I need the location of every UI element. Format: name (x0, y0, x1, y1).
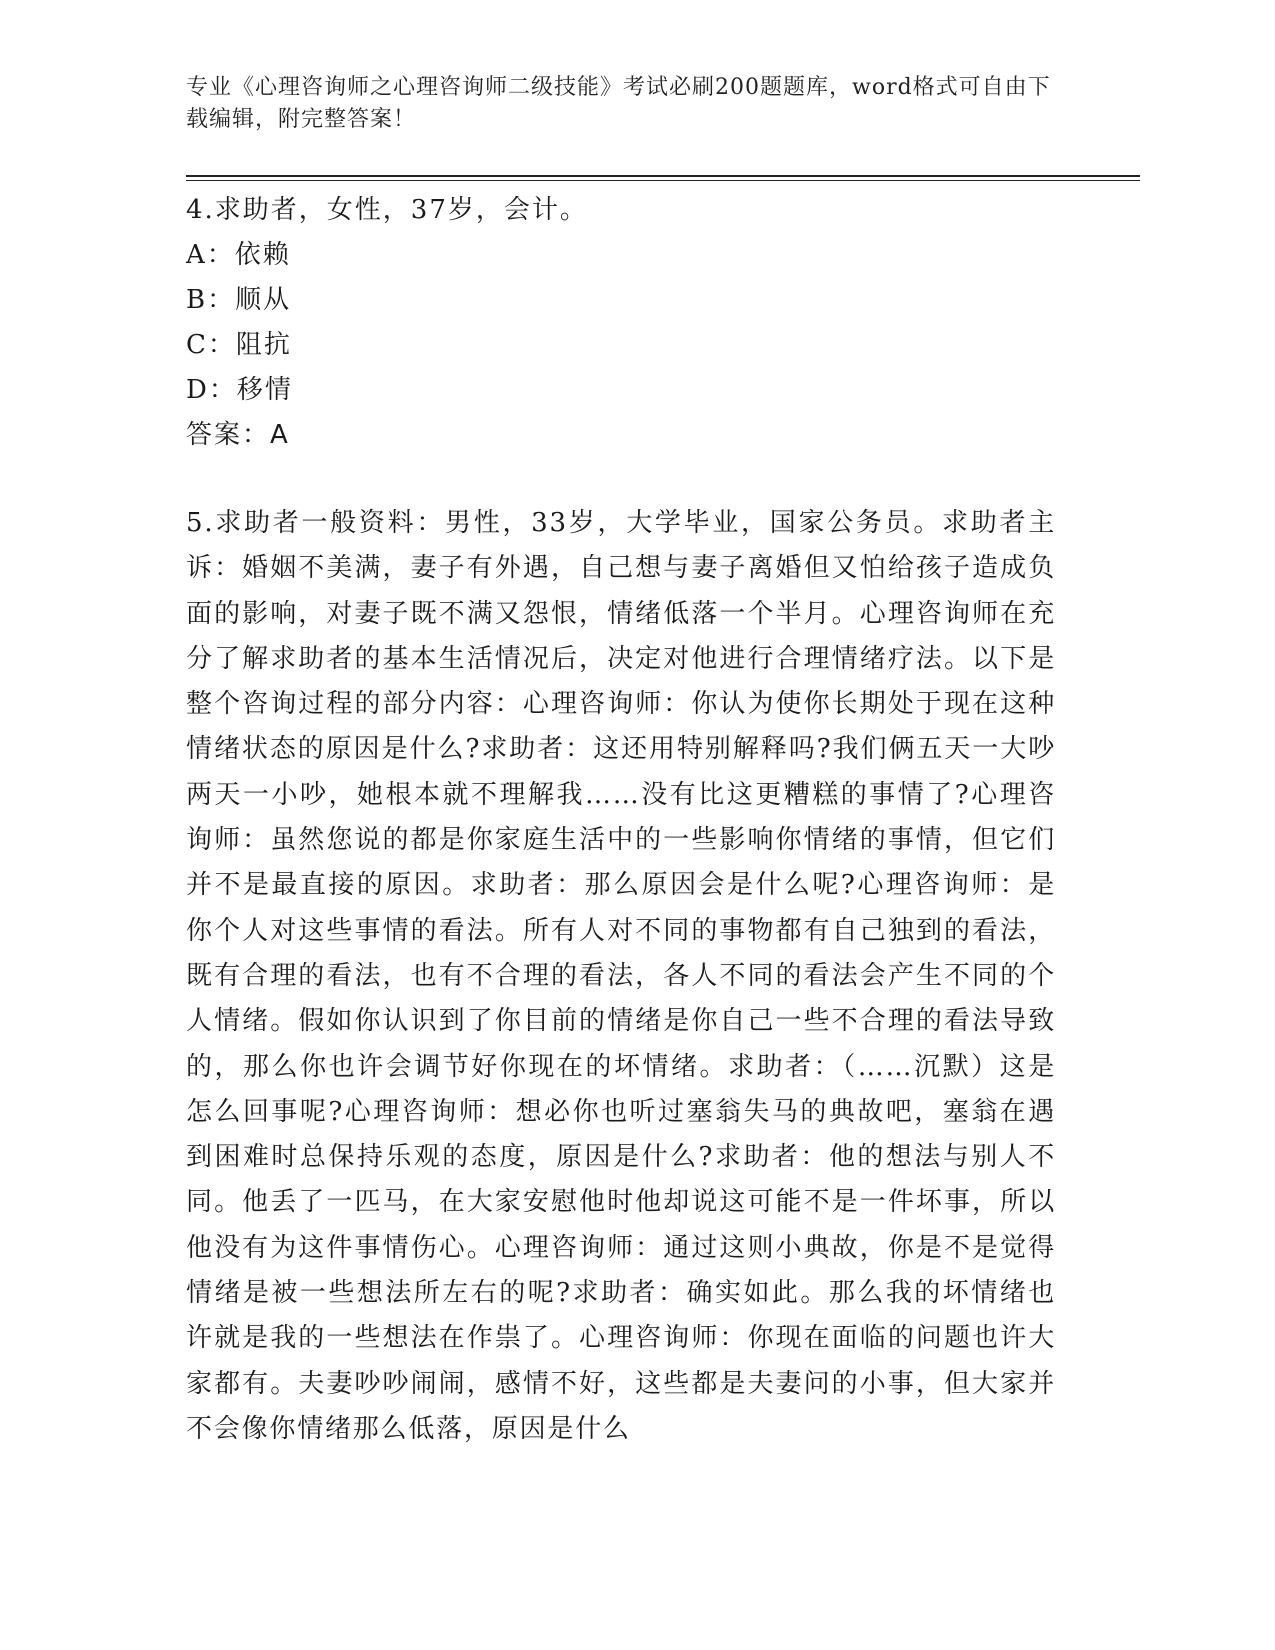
option-a: A：依赖 (186, 240, 291, 270)
option-c: C：阻抗 (186, 330, 292, 360)
header-divider-thin (186, 180, 1140, 181)
question-4-answer: 答案：A (186, 420, 290, 450)
question-5-text: 5.求助者一般资料：男性，33岁，大学毕业，国家公务员。求助者主诉：婚姻不美满，妻子有外遇，自己想与妻子离婚但又怕给孩子造成负面的影响，对妻子既不满又怨恨，情绪低落一个半月。心理咨询师在充分了解求助者的基本生活情况后，决定对他进行合理情绪疗法。以下是整个咨询过程的部分内容：心理咨询师：你认为使你长期处于现在这种情绪状态的原因是什么?求助者：这还用特别解释吗?我们俩五天一大吵两天一小吵，她根本就不理解我……没有比这更糟糕的事情了?心理咨询师：虽然您说的都是你家庭生活中的一些影响你情绪的事情，但它们并不是最直接的原因。求助者：那么原因会是什么呢?心理咨询师：是你个人对这些事情的看法。所有人对不同的事物都有自己独到的看法，既有合理的看法，也有不合理的看法，各人不同的看法会产生不同的个人情绪。假如你认识到了你目前的情绪是你自己一些不合理的看法导致的，那么你也许会调节好你现在的坏情绪。求助者：（……沉默）这是怎么回事呢?心理咨询师：想必你也听过塞翁失马的典故吧，塞翁在遇到困难时总保持乐观的态度，原因是什么?求助者：他的想法与别人不同。他丢了一匹马，在大家安慰他时他却说这可能不是一件坏事，所以他没有为这件事情伤心。心理咨询师：通过这则小典故，你是不是觉得情绪是被一些想法所左右的呢?求助者：确实如此。那么我的坏情绪也许就是我的一些想法在作祟了。心理咨询师：你现在面临的问题也许大家都有。夫妻吵吵闹闹，感情不好，这些都是夫妻问的小事，但大家并不会像你情绪那么低落，原因是什么 (186, 508, 1056, 1444)
question-4 (186, 188, 1086, 458)
option-d: D：移情 (186, 375, 293, 405)
header-text: 专业《心理咨询师之心理咨询师二级技能》考试必刷200题题库，word格式可自由下载编辑，附完整答案！ (186, 75, 1051, 132)
header-divider-thick (186, 175, 1140, 177)
question-4-stem: 4.求助者，女性，37岁，会计。 (186, 195, 588, 225)
option-b: B：顺从 (186, 285, 292, 315)
question-5 (186, 501, 1056, 1452)
document-header (186, 72, 1056, 136)
